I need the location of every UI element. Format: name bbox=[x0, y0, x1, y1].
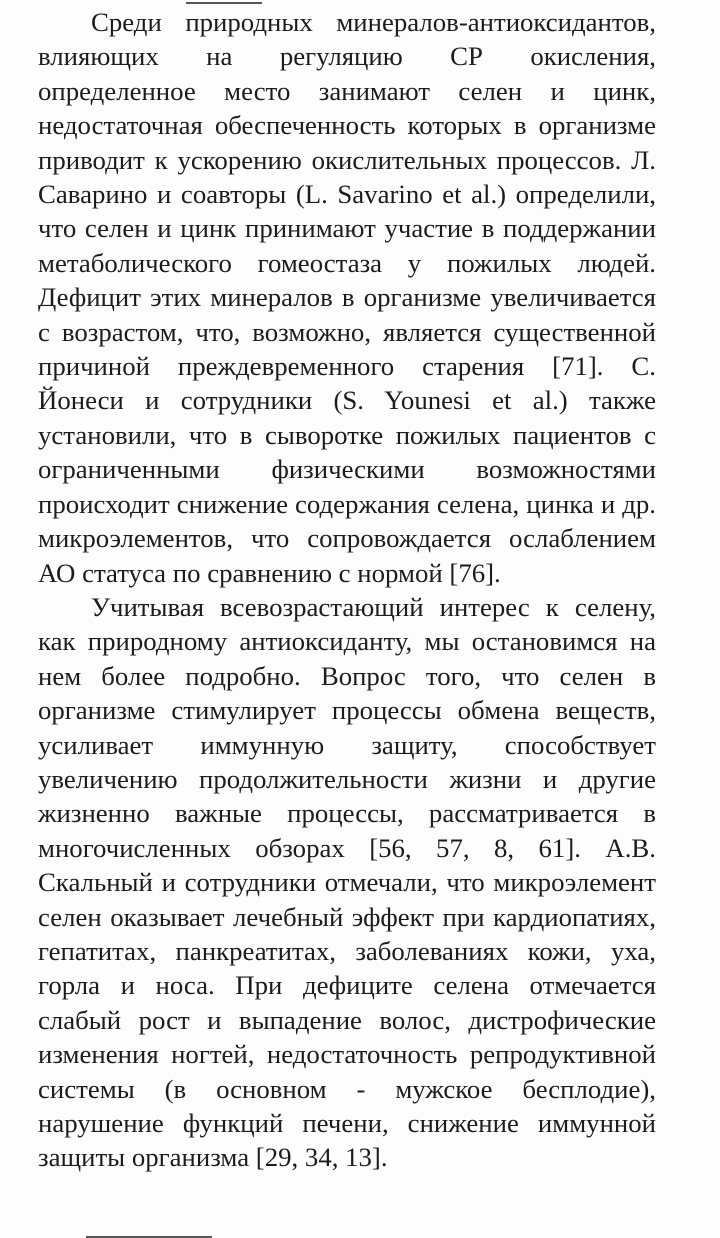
paragraph-selenium: Учитывая всевозрастающий интерес к селену, как природному антиоксиданту, мы остановимся на нем более подробно. Вопрос того, что селен в организме стимулирует процессы обмена веществ, усиливает иммунную защиту, способствует увеличению продолжительности жизни и другие жизненно важные процессы, рассматривается в многочисленных обзорах [56, 57, 8, 61]. А.В. Скальный и сотрудники отмечали, что микроэлемент селен оказывает лечебный эффект при кардиопатиях, гепатитах, панкреатитах, заболеваниях кожи, уха, горла и носа. При дефиците селена отмечается слабый рост и выпадение волос, дистрофические изменения ногтей, недостаточность репродуктивной системы (в основном - мужское бесплодие), нарушение функций печени, снижение иммунной защиты организма [29, 34, 13]. bbox=[38, 591, 656, 1173]
cropped-line-fragment-bottom bbox=[86, 1234, 212, 1238]
body-text bbox=[38, 5, 656, 1175]
paragraph-minerals: Среди природных минералов-антиоксидантов, влияющих на регуляцию СР окисления, определенное место занимают селен и цинк, недостаточная обеспеченность которых в организме приводит к ускорению окислительных процессов. Л. Саварино и соавторы (L. Savarino et al.) определили, что селен и цинк принимают участие в поддержании метаболического гомеостаза у пожилых людей. Дефицит этих минералов в организме увеличивается с возрастом, что, возможно, является существенной причиной преждевременного старения [71]. С. Йонеси и сотрудники (S. Younesi et al.) также установили, что в сыворотке пожилых пациентов с ограниченными физическими возможностями происходит снижение содержания селена, цинка и др. микроэлементов, что сопровождается ослаблением АО статуса по сравнению с нормой [76]. bbox=[38, 7, 656, 588]
